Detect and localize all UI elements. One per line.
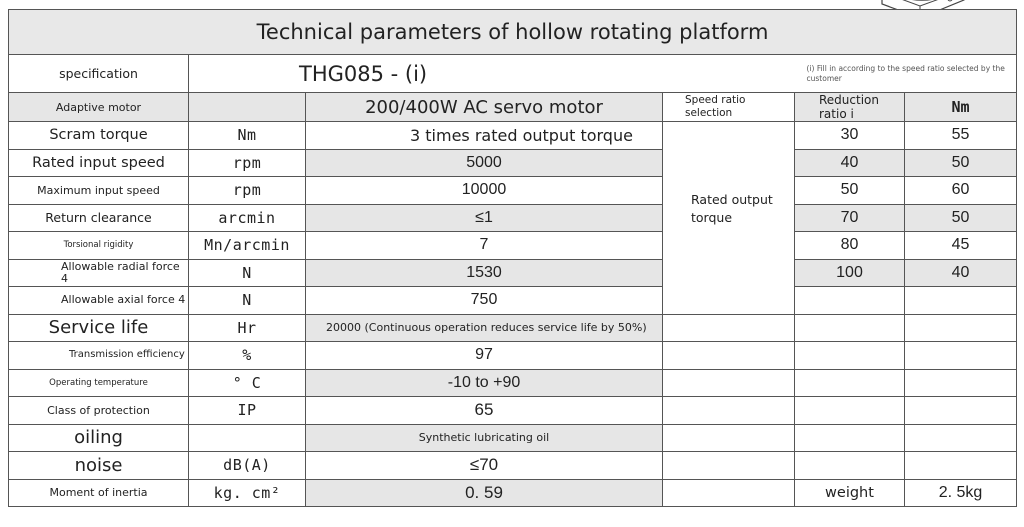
param-value: ≤70 [306,452,663,480]
param-label: Allowable radial force 4 [9,259,189,287]
torque-value: 55 [905,122,1017,150]
empty-cell [905,369,1017,397]
param-unit: Nm [189,122,306,150]
empty-cell [905,452,1017,480]
param-label: Allowable axial force 4 [9,287,189,315]
empty-cell [663,314,795,342]
param-label: Operating temperature [9,369,189,397]
param-value: 0. 59 [306,479,663,507]
param-value: ≤1 [306,204,663,232]
param-label: Service life [9,314,189,342]
empty-cell [795,314,905,342]
technical-parameters-table [8,9,1017,507]
param-unit: kg. cm² [189,479,306,507]
param-value: Synthetic lubricating oil [306,424,663,452]
param-unit [189,424,306,452]
param-label-adaptive-motor: Adaptive motor [9,93,189,122]
weight-label: weight [795,479,905,507]
param-unit-adaptive-motor [189,93,306,122]
empty-cell [663,479,795,507]
param-value: 65 [306,397,663,425]
reduction-ratio-header: Reduction ratio i [795,93,905,122]
param-label: noise [9,452,189,480]
param-unit: N [189,259,306,287]
param-label: Moment of inertia [9,479,189,507]
empty-cell [905,342,1017,370]
ratio-value: 70 [795,204,905,232]
param-label: Scram torque [9,122,189,150]
empty-cell [905,397,1017,425]
empty-cell [795,287,905,315]
ratio-value: 100 [795,259,905,287]
param-unit: dB(A) [189,452,306,480]
model-number: THG085 - (i) [189,55,795,93]
param-unit: N [189,287,306,315]
param-label: Transmission efficiency [9,342,189,370]
empty-cell [905,314,1017,342]
weight-value: 2. 5kg [905,479,1017,507]
torque-unit-header: Nm [905,93,1017,122]
param-unit: arcmin [189,204,306,232]
param-value: 750 [306,287,663,315]
torque-value: 50 [905,204,1017,232]
empty-cell [905,287,1017,315]
param-value: 5000 [306,149,663,177]
table-title: Technical parameters of hollow rotating platform [9,10,1017,55]
speed-ratio-selection-header: Speed ratio selection [663,93,795,122]
empty-cell [795,452,905,480]
torque-value: 60 [905,177,1017,205]
ratio-value: 50 [795,177,905,205]
empty-cell [663,452,795,480]
param-value: 10000 [306,177,663,205]
param-unit: rpm [189,177,306,205]
param-label: Class of protection [9,397,189,425]
torque-value: 45 [905,232,1017,260]
param-unit: % [189,342,306,370]
param-unit: ° C [189,369,306,397]
torque-value: 50 [905,149,1017,177]
param-value: 3 times rated output torque [306,122,663,150]
empty-cell [795,342,905,370]
param-value: 7 [306,232,663,260]
empty-cell [663,397,795,425]
param-value: 1530 [306,259,663,287]
empty-cell [905,424,1017,452]
ratio-value: 80 [795,232,905,260]
empty-cell [795,424,905,452]
param-unit: Hr [189,314,306,342]
param-unit: Mn/arcmin [189,232,306,260]
empty-cell [663,342,795,370]
param-value: 97 [306,342,663,370]
model-note: (i) Fill in according to the speed ratio selected by the customer [795,55,1017,93]
param-label: Return clearance [9,204,189,232]
param-label: oiling [9,424,189,452]
specification-label: specification [9,55,189,93]
empty-cell [795,397,905,425]
param-value-adaptive-motor: 200/400W AC servo motor [306,93,663,122]
ratio-value: 40 [795,149,905,177]
ratio-value: 30 [795,122,905,150]
param-value: 20000 (Continuous operation reduces service life by 50%) [306,314,663,342]
param-label: Torsional rigidity [9,232,189,260]
param-unit: rpm [189,149,306,177]
empty-cell [663,424,795,452]
param-label: Maximum input speed [9,177,189,205]
rated-output-torque-label: Rated output torque [663,122,795,315]
param-value: -10 to +90 [306,369,663,397]
param-unit: IP [189,397,306,425]
empty-cell [795,369,905,397]
empty-cell [663,369,795,397]
torque-value: 40 [905,259,1017,287]
param-label: Rated input speed [9,149,189,177]
